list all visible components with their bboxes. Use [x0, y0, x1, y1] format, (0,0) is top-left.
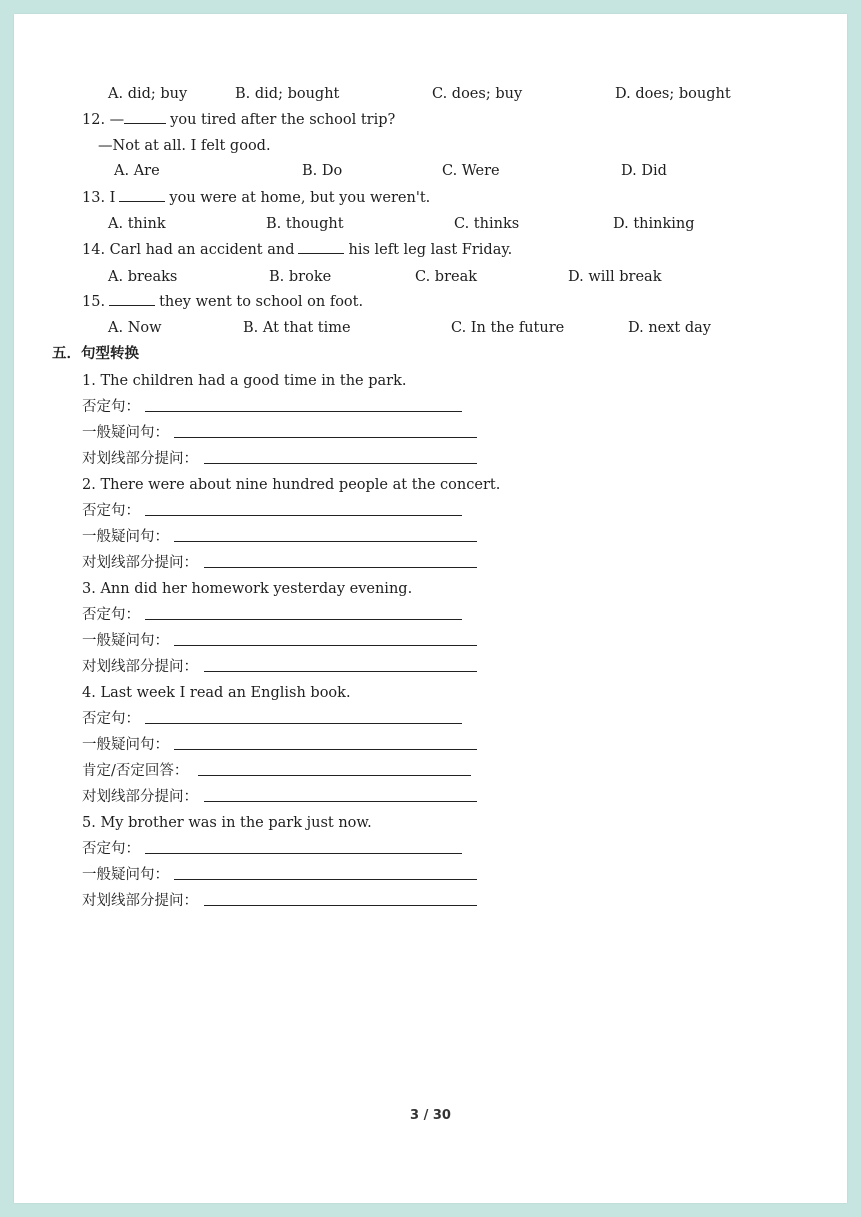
transform-item-2: 2. There were about nine hundred people at the concert.: [82, 477, 501, 493]
transform-item-1: 1. The children had a good time in the park.: [82, 373, 407, 389]
item-2-underlined-blank[interactable]: [204, 567, 477, 568]
item-4-underlined-row: [14, 786, 847, 808]
item-3-negative-blank[interactable]: [145, 619, 462, 620]
question-12-blank: [124, 109, 166, 124]
question-14-blank: [298, 239, 344, 254]
q15-option-d: D. next day: [628, 320, 711, 336]
question-13-blank: [119, 187, 165, 202]
question-13-text: you were at home, but you weren't.: [169, 190, 431, 206]
q15-option-b: B. At that time: [243, 320, 351, 336]
question-12-text: you tired after the school trip?: [170, 112, 396, 128]
q11-option-a: A. did; buy: [108, 86, 188, 102]
q13-option-d: D. thinking: [613, 216, 695, 232]
underlined-question-label: 对划线部分提问：: [82, 555, 198, 571]
item-4-negative-row: [14, 708, 847, 730]
question-15-text: they went to school on foot.: [159, 294, 364, 310]
item-4-question-row: [14, 734, 847, 756]
transform-item-4: 4. Last week I read an English book.: [82, 685, 351, 701]
item-4-short-answer-row: [14, 760, 847, 782]
item-1-negative-blank[interactable]: [145, 411, 462, 412]
underlined-question-label: 对划线部分提问：: [82, 451, 198, 467]
q11-option-c: C. does; buy: [432, 86, 523, 102]
negative-label: 否定句：: [82, 503, 140, 519]
negative-label: 否定句：: [82, 607, 140, 623]
item-2-negative-row: [14, 500, 847, 522]
short-answers-label: 肯定/否定回答：: [82, 763, 189, 779]
q13-option-a: A. think: [108, 216, 166, 232]
question-14-number: 14. Carl had an accident and: [82, 242, 295, 258]
general-question-label: 一般疑问句：: [82, 737, 169, 753]
item-1-underlined-blank[interactable]: [204, 463, 477, 464]
q14-option-b: B. broke: [269, 269, 332, 285]
item-4-negative-blank[interactable]: [145, 723, 462, 724]
q15-option-c: C. In the future: [451, 320, 565, 336]
item-2-negative-blank[interactable]: [145, 515, 462, 516]
q11-option-b: B. did; bought: [235, 86, 340, 102]
general-question-label: 一般疑问句：: [82, 529, 169, 545]
item-5-underlined-blank[interactable]: [204, 905, 477, 906]
item-2-question-blank[interactable]: [174, 541, 477, 542]
negative-label: 否定句：: [82, 399, 140, 415]
question-14-text: his left leg last Friday.: [348, 242, 513, 258]
general-question-label: 一般疑问句：: [82, 425, 169, 441]
worksheet-page: [14, 14, 847, 1203]
question-12: [82, 109, 395, 131]
question-15-blank: [109, 291, 155, 306]
q12-option-c: C. Were: [442, 163, 500, 179]
item-5-negative-row: [14, 838, 847, 860]
q12-option-b: B. Do: [302, 163, 343, 179]
item-3-question-blank[interactable]: [174, 645, 477, 646]
negative-label: 否定句：: [82, 711, 140, 727]
item-3-question-row: [14, 630, 847, 652]
item-4-question-blank[interactable]: [174, 749, 477, 750]
item-3-underlined-blank[interactable]: [204, 671, 477, 672]
item-5-question-blank[interactable]: [174, 879, 477, 880]
question-14: [82, 239, 512, 261]
section-5-title: 五．句型转换: [52, 345, 139, 362]
page-number: 3 / 30: [410, 1108, 451, 1123]
item-4-short-answer-blank[interactable]: [198, 775, 471, 776]
question-12-reply: —Not at all. I felt good.: [98, 138, 271, 154]
general-question-label: 一般疑问句：: [82, 867, 169, 883]
transform-item-3: 3. Ann did her homework yesterday evening.: [82, 581, 413, 597]
item-2-underlined-row: [14, 552, 847, 574]
q14-option-a: A. breaks: [108, 269, 178, 285]
item-1-question-row: [14, 422, 847, 444]
q13-option-b: B. thought: [266, 216, 344, 232]
underlined-question-label: 对划线部分提问：: [82, 659, 198, 675]
general-question-label: 一般疑问句：: [82, 633, 169, 649]
q13-option-c: C. thinks: [454, 216, 520, 232]
negative-label: 否定句：: [82, 841, 140, 857]
q12-option-a: A. Are: [114, 163, 160, 179]
question-15-number: 15.: [82, 294, 106, 310]
question-15: [82, 291, 363, 313]
q11-option-d: D. does; bought: [615, 86, 731, 102]
item-5-underlined-row: [14, 890, 847, 912]
question-13-number: 13. I: [82, 190, 116, 206]
item-5-question-row: [14, 864, 847, 886]
item-1-question-blank[interactable]: [174, 437, 477, 438]
item-1-negative-row: [14, 396, 847, 418]
transform-item-5: 5. My brother was in the park just now.: [82, 815, 372, 831]
question-13: [82, 187, 430, 209]
q14-option-d: D. will break: [568, 269, 662, 285]
question-12-number: 12. —: [82, 112, 125, 128]
q15-option-a: A. Now: [108, 320, 162, 336]
item-4-underlined-blank[interactable]: [204, 801, 477, 802]
item-1-underlined-row: [14, 448, 847, 470]
item-5-negative-blank[interactable]: [145, 853, 462, 854]
underlined-question-label: 对划线部分提问：: [82, 789, 198, 805]
item-3-underlined-row: [14, 656, 847, 678]
item-3-negative-row: [14, 604, 847, 626]
q14-option-c: C. break: [415, 269, 478, 285]
item-2-question-row: [14, 526, 847, 548]
q12-option-d: D. Did: [621, 163, 667, 179]
underlined-question-label: 对划线部分提问：: [82, 893, 198, 909]
